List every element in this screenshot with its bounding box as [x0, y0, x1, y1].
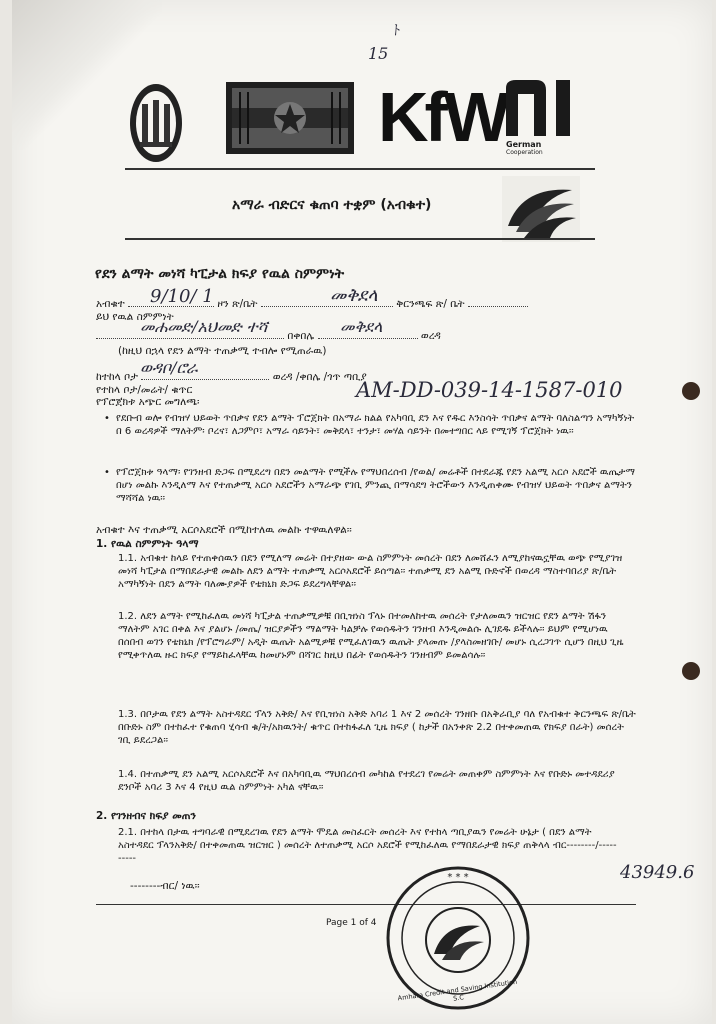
german-cooperation-line1: German — [506, 140, 542, 149]
handwritten-site-scribble: ወዳቦ/ሮራ — [140, 358, 198, 377]
document-title: የደን ልማት መነሻ ካፒታል ክፍያ የዉል ስምምነት — [95, 266, 345, 282]
clause-2-1: 2.1. በተከላ በታዉ ተግባራዊ በሚደረገዉ የደን ልማት ሞዴል መስፈርት መሰረት እና የተከላ ጣቢያዉን የመሬት ሁኔታ ( በደን ልማት አስተዳደር ፕላንአቅድ/ በተቀመጠዉ ዝርዝር ) መሰረት ለተጠቃሚ አርሶ አደሮች የሚከፈለዉ የማበደራታዊ ክፍያ ጠቅላላ ብር--------/---------- — [118, 827, 617, 864]
label-planting-site: ከተከላ ቦታ — [96, 371, 138, 383]
top-scribble: ﾄ — [390, 22, 401, 40]
clause-1-4: 1.4. በተጠቃሚ ደን አልሚ አርሶአደሮች እና በአካባቢዉ ማህበረሰብ መካከል የተደረገ የመሬት መጠቀም ስምምነት እና የቡድኑ መተዳደሪያ ደንቦች አባሪ 3 እና 4 የዚህ ዉል ስምምነት አካል ናቸዉ፡፡ — [118, 769, 615, 793]
header-rule-top — [125, 168, 595, 170]
header-rule-bottom — [125, 238, 595, 240]
german-cooperation-logo — [506, 80, 582, 156]
handwritten-zone-scribble: መቅደላ — [330, 285, 378, 306]
handwritten-amount: 43949.6 — [620, 862, 695, 883]
bullet-project-description: • የደቡብ ወሎ የብዝሃ ህይወት ጥበቃና የደን ልማት ፕሮጀክት በአማራ ክልል የአካባቢ ደን እና የዱር እንስሳት ጥበቃና ልማት ባለስልጣን አማካኝነት በ 6 ወረዳዎች ማለትም፡ ቦረና፣ ለጋምቦ፣ አማራ ሳይንት፣ መቅደላ፣ ተንታ፣ መሃል ሳይንት በመተግበር ላይ የሚገኝ ፕሮጀክት ነዉ፡፡ — [104, 413, 635, 437]
kebele-group-field — [96, 338, 284, 339]
filled-zone-field — [261, 306, 393, 307]
bullet-2-text: የፕሮጀክቱ ዓላማ፡ የገንዘብ ድጋፍ በሚደረግ በደን መልማት የሚችሉ የማህበረሰብ /የወል/ መሬቶች በተደራጁ የደን አልሚ አርሶ አደሮች ዉጤታማ በሆነ መልኩ እንዲለማ እና የተጠቃሚ አርሶ አደሮችን አማራጭ የገቢ ምንጪ በማሳደግ ትሮችውን እንዲጠቀሙ የብዝሃ ህይወት ጥበቃና ልማትን ማሻሻል ነዉ፡፡ — [116, 467, 635, 504]
woreda-field — [318, 338, 418, 339]
handwritten-ref-number: AM-DD-039-14-1587-010 — [356, 378, 623, 402]
label-woreda: ወረዳ — [420, 330, 441, 342]
line-beneficiary-note: (ከዚህ በኋላ የደን ልማት ተጠቃሚ ተብሎ የሚጠራዉ) — [118, 345, 327, 357]
bullet-1-text: የደቡብ ወሎ የብዝሃ ህይወት ጥበቃና የደን ልማት ፕሮጀክት በአማራ ክልል የአካባቢ ደን እና የዱር እንስሳት ጥበቃና ልማት ባለስልጣን አማካኝነት በ 6 ወረዳዎች ማለትም፡ ቦረና፣ ለጋምቦ፣ አማራ ሳይንት፣ መቅደላ፣ ተንታ፣ መሃል ሳይንት በመተግበር ላይ የሚገኝ ፕሮጀክት ነዉ፡፡ — [116, 413, 635, 437]
acsi-round-stamp — [384, 864, 532, 1012]
label-branch-office: ቅርንጫፍ ጽ/ ቤት — [396, 298, 465, 310]
page-number: Page 1 of 4 — [326, 918, 377, 928]
line-project-summary: የፕሮጀክቱ አጭር መግለጫ፡ — [96, 396, 200, 408]
footer-rule — [96, 904, 636, 905]
clause-1-3: 1.3. በቦታዉ የደን ልማት አስተዳደር ፕላን አቅድ/ እና የቢዝነስ አቅድ አባሪ 1 እና 2 መሰረት ገንዘቡ በአቅራቢያ ባለ የአብቁተ ቅርንጫፍ ጽ/ቤት በቡድኑ ስም በተከፈተ የቁጠባ ሂሳብ ቁ/ት/አክዉንት/ ቁጥር በተከፋፈለ ጊዜ ክፍያ ( ከታች በአንቀጽ 2.2 በተቀመጠዉ የክፍያ በራት) መሰረት ገቢ ይደረጋል፡፡ — [118, 709, 636, 746]
label-kebele: በቀበሌ — [287, 330, 315, 342]
label-acsi: አብቁተ — [96, 298, 125, 310]
site-field — [141, 379, 269, 380]
amhara-emblem-logo — [128, 82, 184, 164]
section-2-title: 2. የገንዘብና ክፍያ መጠን — [96, 810, 196, 822]
label-site-location: ወረዳ /ቀበሌ /ጎጥ ጣቢያ — [272, 371, 367, 383]
german-cooperation-line2: Cooperation — [506, 149, 543, 156]
document-page — [12, 0, 712, 1024]
svg-text:* * *: * * * — [447, 872, 469, 883]
organization-name: አማራ ብድርና ቁጠባ ተቋም (አብቁተ) — [232, 197, 432, 213]
intro-line: አብቁተ እና ተጠቃሚ አርሶአደሮች በሚከተለዉ መልኩ ተዋዉለዋል፡፡ — [96, 524, 352, 536]
line-site — [96, 371, 367, 384]
section-1-title: 1. የዉል ስምምነት ዓላማ — [96, 538, 199, 550]
clause-2-1-end: --------ብር/ ነዉ፡፡ — [130, 880, 200, 892]
ethiopia-flag-logo — [226, 82, 354, 154]
branch-field — [468, 306, 528, 307]
handwritten-date-scribble: 9/10/ 1 — [150, 286, 214, 307]
bullet-project-goal: • የፕሮጀክቱ ዓላማ፡ የገንዘብ ድጋፍ በሚደረግ በደን መልማት የሚችሉ የማህበረሰብ /የወል/ መሬቶች በተደራጁ የደን አልሚ አርሶ አደሮች ዉጤታማ በሆነ መልኩ እንዲለማ እና የተጠቃሚ አርሶ አደሮችን አማራጭ የገቢ ምንጪ በማሳደግ ትሮችውን እንዲጠቀሙ የብዝሃ ህይወት ጥበቃና ልማትን ማሻሻል ነዉ፡፡ — [104, 467, 635, 504]
kfw-logo: KfW — [378, 78, 506, 156]
label-site-number: የተከላ ቦታ/መሬት/ ቁጥር — [96, 384, 193, 396]
stamp-text: Amhara Credit and Saving Institution S.C — [397, 977, 518, 1003]
line-agreement: ይህ የዉል ስምምነት — [96, 311, 174, 323]
label-zone-office: ዞን ጽ/ቤት — [217, 298, 258, 310]
acsi-logo — [502, 176, 580, 242]
punch-hole-bottom — [682, 662, 700, 680]
clause-1-2: 1.2. ለደን ልማት የሚከፈለዉ መነሻ ካፒታል ተጠቃሚዎቹ በቢዝነስ ፕላኑ በተመለከተዉ መሰረት የታለመዉን ዝርዝር የደን ልማት ሽፋን ማለትም አገር በቀል እና ያልሆኑ /መጤ/ ዝርያዎችን ማልማት ካልቻሉ የወሰዱትን ገንዘብ እንዲመልሱ ሊገደዱ ይችላሉ፡፡ ይህም የሚሆነዉ በሰበብ ወገን የቴክኒክ /የፕሮግራም/ አዲት ዉጤት አልሚዎቹ የሚፈለገዉን ዉጤት ያላመጡ /ያላስመዘገቡ/ መሆኑ ሲረጋገጥ ሲሆን በዚህ ጊዜ የሚቀጥለዉ ዙር ክፍያ የማይከፈላቸዉ ከመሆኑም በሻገር ከዚህ በፊት የወሰዱትን ገንዘብም ይመልሳሉ፡፡ — [118, 611, 624, 661]
clause-1-1: 1.1. አብቁተ ከላይ የተጠቀሰዉን በደን የሚለማ መሬት በተያዘው ውል ስምምነት መሰረት በደን ለመሸፈን ለሚያከናዉኗቸዉ ወጭ የሚያገዝ መነሻ ካፒታል በማበደራታዊ መልኩ ለደን ልማት ተጠቃሚ አርሶአደሮች ይሰጣል፡፡ ተጠቃሚ ደን አልሚ ቡድኖች በወረዳ ማስተባበሪያ ጽ/ቤት አማካኝነት በደን ልማት ባለሙያዎች የቴክኒክ ድጋፍ ይደረግላቸዋል፡፡ — [118, 553, 623, 590]
handwritten-woreda-scribble: መቅደላ — [340, 317, 383, 336]
punch-hole-top — [682, 382, 700, 400]
handwritten-group-scribble: መሐመድ/አህመድ ተሻ — [140, 317, 268, 336]
handwritten-top-mark: 15 — [368, 44, 389, 63]
